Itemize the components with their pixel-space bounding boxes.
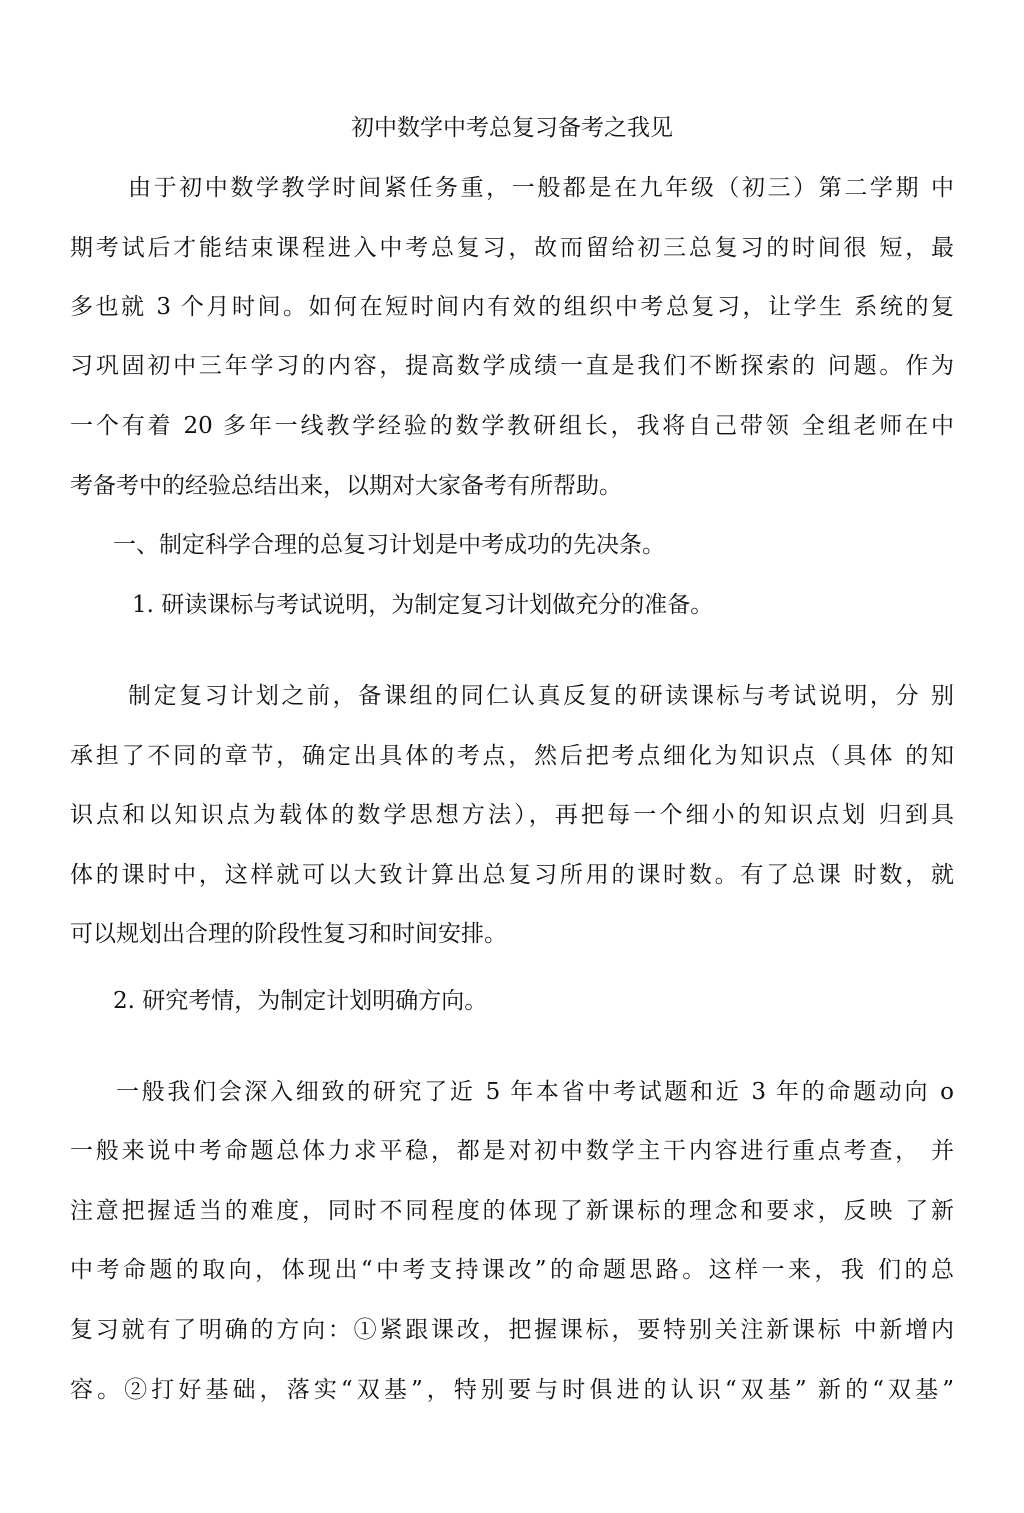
paragraph-line: 容。②打好基础，落实“双基”，特别要与时俱进的认识“双基” 新的“双基”	[70, 1377, 954, 1403]
paragraph-line: 体的课时中，这样就可以大致计算出总复习所用的课时数。有了总课 时数，就	[70, 862, 954, 888]
paragraph-line: 可以规划出合理的阶段性复习和时间安排。	[70, 921, 507, 947]
paragraph-line: 习巩固初中三年学习的内容，提高数学成绩一直是我们不断探索的 问题。作为	[70, 353, 954, 379]
paragraph-line: 由于初中数学教学时间紧任务重，一般都是在九年级（初三）第二学期 中	[128, 175, 954, 201]
paragraph-line: 制定复习计划之前，备课组的同仁认真反复的研读课标与考试说明，分 别	[128, 683, 954, 709]
paragraph-line: 期考试后才能结束课程进入中考总复习，故而留给初三总复习的时间很 短，最	[70, 235, 954, 261]
subsection-heading: 2. 研究考情，为制定计划明确方向。	[113, 988, 488, 1014]
paragraph-line: 复习就有了明确的方向：①紧跟课改，把握课标，要特别关注新课标 中新增内	[70, 1317, 954, 1343]
paragraph-line: 多也就 3 个月时间。如何在短时间内有效的组织中考总复习，让学生 系统的复	[70, 294, 954, 320]
paragraph-line: 注意把握适当的难度，同时不同程度的体现了新课标的理念和要求，反映 了新	[70, 1198, 954, 1224]
paragraph-line: 考备考中的经验总结出来，以期对大家备考有所帮助。	[70, 473, 622, 499]
paragraph-line: 一般我们会深入细致的研究了近 5 年本省中考试题和近 3 年的命题动向 o	[116, 1079, 954, 1105]
paragraph-line: 识点和以知识点为载体的数学思想方法），再把每一个细小的知识点划 归到具	[70, 802, 954, 828]
document-title: 初中数学中考总复习备考之我见	[351, 115, 673, 141]
section-heading: 一、制定科学合理的总复习计划是中考成功的先决条。	[113, 532, 665, 558]
paragraph-line: 承担了不同的章节，确定出具体的考点，然后把考点细化为知识点（具体 的知	[70, 743, 954, 769]
paragraph-line: 一个有着 20 多年一线教学经验的数学教研组长，我将自己带领 全组老师在中	[70, 413, 954, 439]
paragraph-line: 中考命题的取向，体现出“中考支持课改”的命题思路。这样一来，我 们的总	[70, 1257, 954, 1283]
subsection-heading: 1. 研读课标与考试说明，为制定复习计划做充分的准备。	[132, 592, 714, 618]
paragraph-line: 一般来说中考命题总体力求平稳，都是对初中数学主干内容进行重点考查， 并	[70, 1138, 954, 1164]
